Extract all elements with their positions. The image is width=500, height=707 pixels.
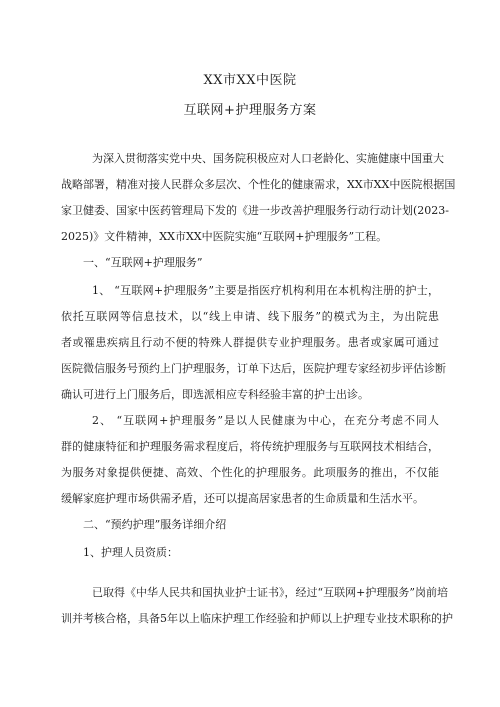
- body-line: 者或罹患疾病且行动不便的特殊人群提供专业护理服务。患者或家属可通过: [61, 336, 439, 349]
- body-line: 为服务对象提供便捷、高效、个性化的护理服务。此项服务的推出，不仅能: [61, 466, 439, 479]
- section-heading: 二、“预约护理”服务详细介绍: [83, 518, 227, 531]
- section-heading: 一、“互联网+护理服务”: [83, 256, 203, 269]
- body-line: 2025)》文件精神，XX市XX中医院实施“互联网+护理服务”工程。: [61, 230, 388, 243]
- body-line: 战略部署，精准对接人民群众多层次、个性化的健康需求，XX市XX中医院根据国: [61, 178, 456, 191]
- body-line: 依托互联网等信息技术，以“线上申请、线下服务”的模式为主，为出院患: [61, 310, 439, 323]
- body-line: 缓解家庭护理市场供需矛盾，还可以提高居家患者的生命质量和生活水平。: [61, 492, 424, 505]
- body-line: 2、 “互联网+护理服务”是以人民健康为中心，在充分考虑不同人: [92, 414, 439, 427]
- body-line: 1、 “互联网+护理服务”主要是指医疗机构利用在本机构注册的护士，: [92, 284, 439, 297]
- document-title: 互联网+护理服务方案: [183, 103, 317, 118]
- subsection-heading: 1、护理人员资质：: [83, 546, 178, 559]
- hospital-name: XX市XX中医院: [203, 73, 297, 88]
- body-line: 家卫健委、国家中医药管理局下发的《进一步改善护理服务行动行动计划(2023-: [61, 204, 449, 217]
- body-line: 训并考核合格，具备5年以上临床护理工作经验和护师以上护理专业技术职称的护: [61, 612, 453, 625]
- body-line: 群的健康特征和护理服务需求程度后，将传统护理服务与互联网技术相结合，: [61, 440, 439, 453]
- body-line: 已取得《中华人民共和国执业护士证书》，经过“互联网+护理服务”岗前培: [92, 586, 448, 599]
- body-line: 确认可进行上门服务后，即选派相应专科经验丰富的护士出诊。: [61, 388, 369, 401]
- body-line: 为深入贯彻落实党中央、国务院积极应对人口老龄化、实施健康中国重大: [92, 152, 444, 165]
- body-line: 医院微信服务号预约上门护理服务，订单下达后，医院护理专家经初步评估诊断: [61, 362, 446, 375]
